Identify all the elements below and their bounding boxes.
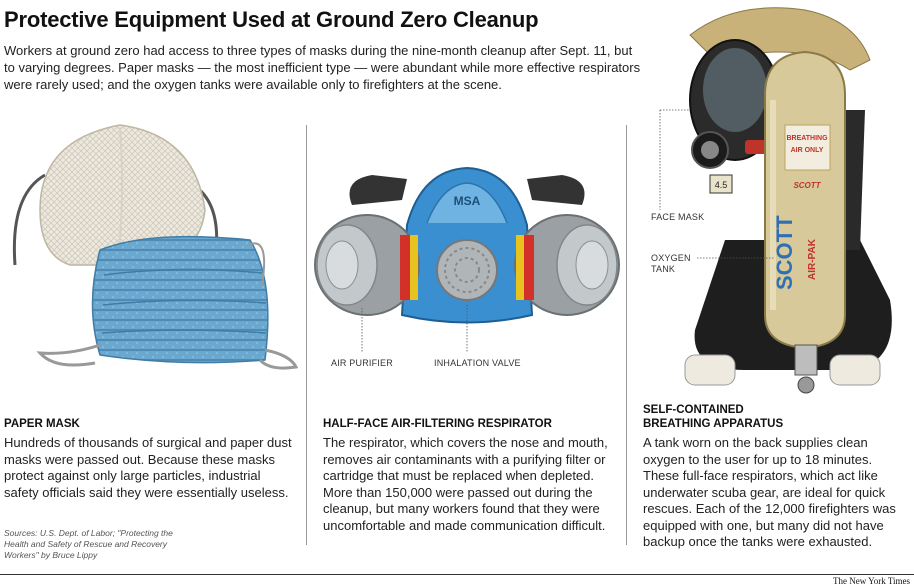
paper-mask-heading: PAPER MASK [4,418,80,430]
respirator-body: The respirator, which covers the nose and mouth, removes air contaminants with a purifying filter or cartridge that must be replaced when depleted. More than 150,000 were passed out during the cleanup, but many workers found that they were uncomfortable and made communication difficult. [323,435,608,533]
bottom-rule [0,574,914,575]
credit-line: The New York Times [832,576,910,586]
breathing-apparatus-body: A tank worn on the back supplies clean oxygen to the user for up to 18 minutes. These full-face respirators, which act like underwater scuba gear, are ideal for quick rescues. Each of the 12,000 firefighters was equipped with one, but many did not have backup once the tanks were exhausted. [643,435,896,549]
respirator-heading: HALF-FACE AIR-FILTERING RESPIRATOR [323,418,552,430]
tank-label-breathing: BREATHING [786,135,828,142]
tank-text: AIR-PAK [807,239,818,280]
face-mask-label: FACE MASK [651,212,705,222]
column-divider-right [626,125,627,545]
tank-label-air-only: AIR ONLY [790,147,824,154]
source-note: Sources: U.S. Dept. of Labor; "Protecting the Health and Safety of Rescue and Recovery Workers" by Bruce Lippy [4,528,173,560]
column-paper-mask [4,417,294,501]
column-respirator [323,417,619,534]
column-breathing-apparatus [643,403,911,551]
oxygen-tank-label [651,253,691,275]
respirator-brand: MSA [453,194,481,208]
air-purifier-label: AIR PURIFIER [331,358,393,368]
intro-text: Workers at ground zero had access to three types of masks during the nine-month cleanup after Sept. 11, but to varying degrees. Paper masks — the most inefficient type — were abundant while more effective respirators were rarely used; and the oxygen tanks were available only to firefighters at the scene. [4,43,641,92]
oxygen-tank-shape [765,52,845,348]
tank-brand: SCOTT [772,215,797,290]
paper-mask-illustration [0,115,300,380]
gauge-reading: 4.5 [714,180,728,190]
breathing-apparatus-illustration [655,0,914,400]
page-title: Protective Equipment Used at Ground Zero Cleanup [4,7,539,32]
oxygen-tank-label-line2: TANK [651,264,676,274]
respirator-callout-lines [312,300,512,360]
inhalation-valve-label: INHALATION VALVE [434,358,521,368]
regulator-brand: SCOTT [793,181,821,190]
column-divider-left [306,125,307,545]
oxygen-tank-label-line1: OXYGEN [651,253,691,263]
surgical-mask-shape [93,237,268,363]
paper-mask-body: Hundreds of thousands of surgical and paper dust masks were passed out. Because these masks protect against only large particles, industrial safety officials said they were essentially useless. [4,435,292,500]
breathing-apparatus-heading: SELF-CONTAINED BREATHING APPARATUS [643,404,784,430]
